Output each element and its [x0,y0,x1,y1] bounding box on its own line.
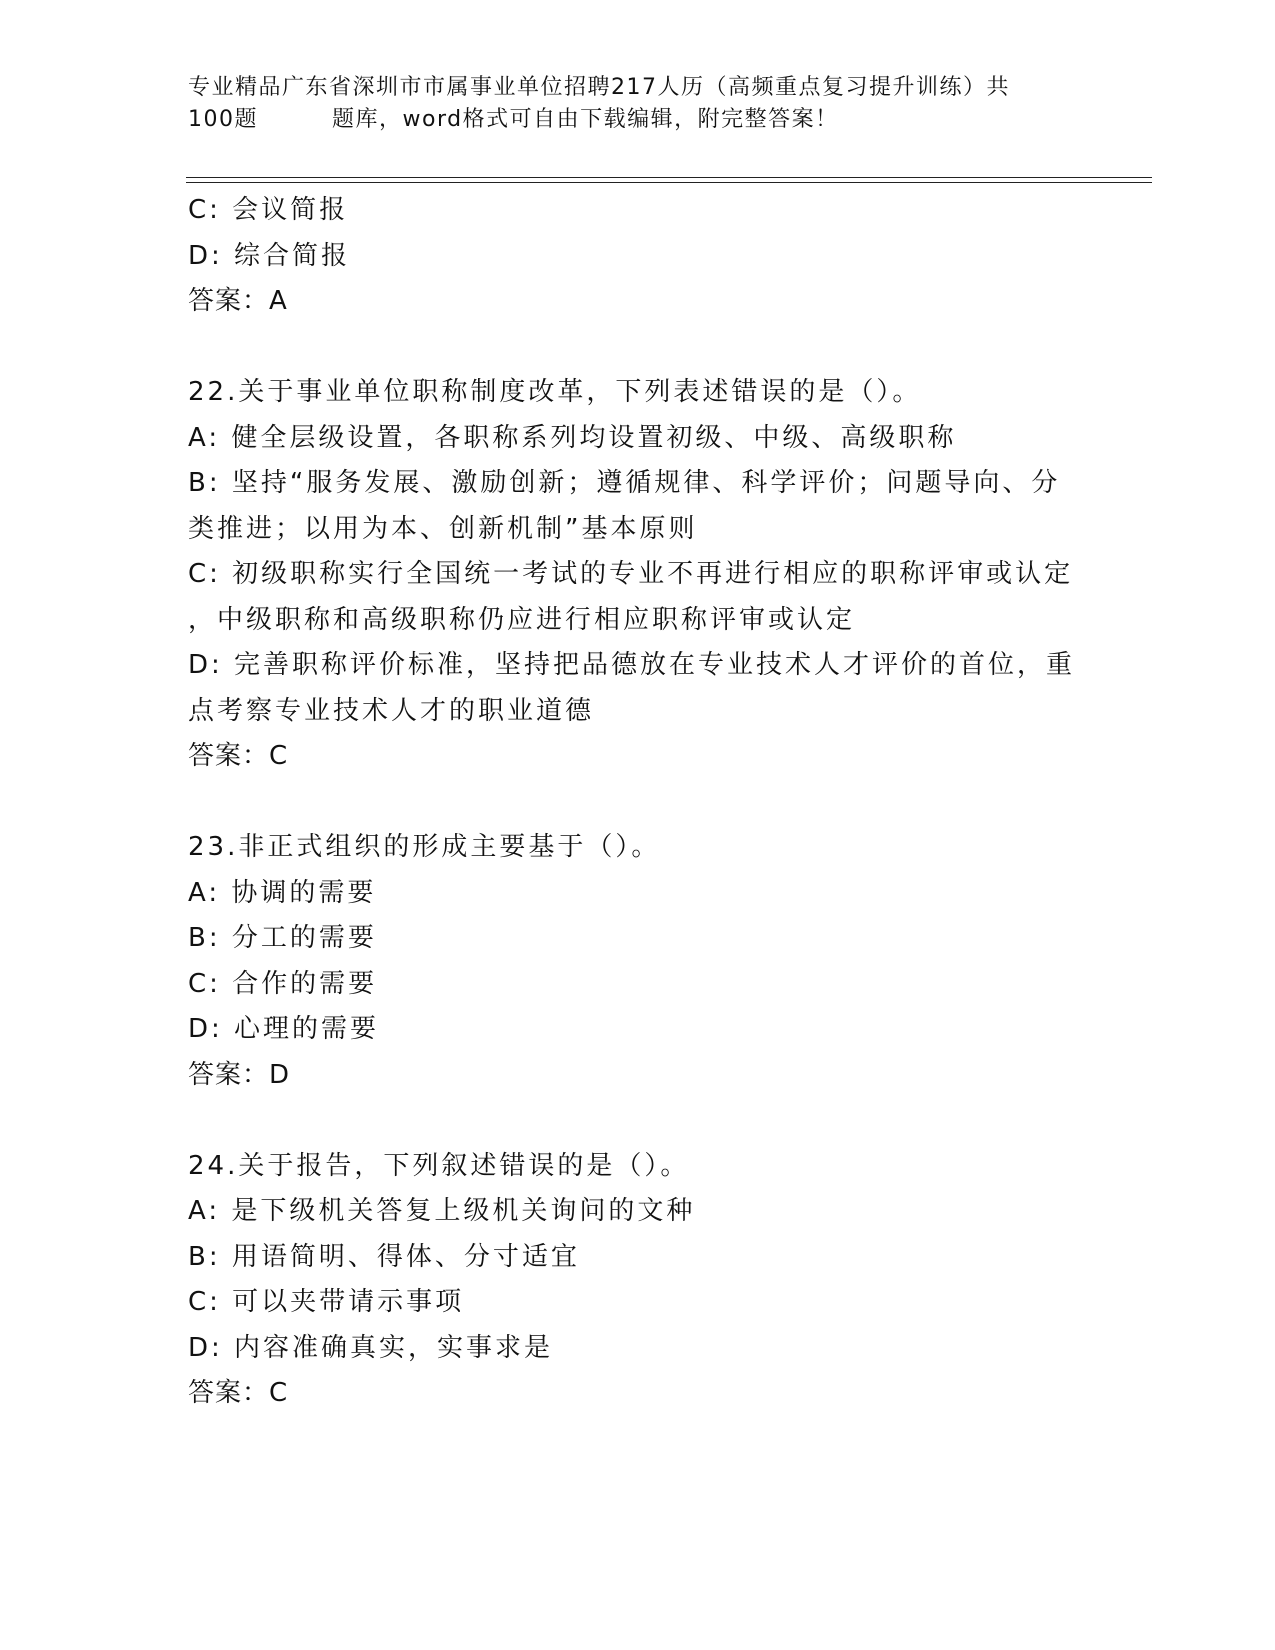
option-line: C: 合作的需要 [188,968,378,999]
header-divider-top [186,177,1152,178]
spacer [188,325,1088,371]
option-line: D: 内容准确真实，实事求是 [188,1332,554,1363]
header-title-line2 [188,104,1068,136]
option-line: D: 完善职称评价标准，坚持把品德放在专业技术人才评价的首位，重 [188,650,1076,680]
option-line: D: 心理的需要 [188,1014,380,1044]
option-line: B: 分工的需要 [188,923,377,953]
spacer [188,1098,1088,1144]
question-content [188,188,1088,1417]
option-line: A: 是下级机关答复上级机关询问的文种 [188,1196,696,1226]
option-line: B: 坚持“服务发展、激励创新；遵循规律、科学评价；问题导向、分 [188,468,1061,498]
page-header [188,72,1068,136]
question-stem: 22.关于事业单位职称制度改革，下列表述错误的是（）。 [188,377,922,407]
answer-line: 答案：C [188,741,289,771]
option-line: B: 用语简明、得体、分寸适宜 [188,1241,580,1272]
option-line: C: 初级职称实行全国统一考试的专业不再进行相应的职称评审或认定 [188,559,1074,589]
option-line: ，中级职称和高级职称仍应进行相应职称评审或认定 [188,604,856,635]
question-stem: 24.关于报告，下列叙述错误的是（）。 [188,1150,690,1181]
option-line: C: 可以夹带请示事项 [188,1287,465,1317]
question-stem: 23.非正式组织的形成主要基于（）。 [188,832,661,862]
option-line: D: 综合简报 [188,240,351,271]
spacer [188,780,1088,826]
header-divider-bottom [186,182,1152,183]
header-title-line1: 专业精品广东省深圳市市属事业单位招聘217人历（高频重点复习提升训练）共 [188,75,1010,100]
option-line: 类推进；以用为本、创新机制”基本原则 [188,513,698,544]
header-description: 题库，word格式可自由下载编辑，附完整答案！ [332,107,839,132]
answer-line: 答案：D [188,1059,291,1090]
answer-line: 答案：A [188,286,288,316]
option-line: 点考察专业技术人才的职业道德 [188,695,595,726]
option-line: C: 会议简报 [188,195,349,225]
header-question-count: 100题 [188,107,258,132]
option-line: A: 协调的需要 [188,877,377,908]
option-line: A: 健全层级设置，各职称系列均设置初级、中级、高级职称 [188,422,957,453]
answer-line: 答案：C [188,1378,289,1408]
